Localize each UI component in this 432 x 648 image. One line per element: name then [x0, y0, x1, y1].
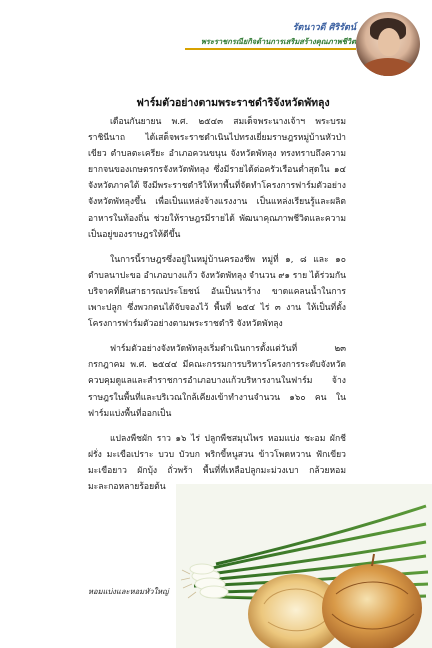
header-author: รัตนาวดี ศิริรัตน์ — [292, 23, 356, 33]
article-title: ฟาร์มตัวอย่างตามพระราชดำริจังหวัดพัทลุง — [136, 97, 330, 109]
article-body — [88, 114, 346, 504]
author-portrait — [356, 12, 420, 76]
paragraph: ฟาร์มตัวอย่างจังหวัดพัทลุงเริ่มดำเนินการตั้งแต่วันที่ ๒๓ กรกฎาคม พ.ศ. ๒๕๔๔ มีคณะกรรมการบริหารโครงการระดับจังหวัดควบคุมดูแลและสำราชการอำเภอบางแก้วบริหารงานในฟาร์ม จ้างราษฎรในพื้นที่และบริเวณใกล้เคียงเข้าทำงานจำนวน ๑๖๐ คน ในฟาร์มแบ่งพื้นที่ออกเป็น — [88, 344, 346, 419]
photo-caption: หอมแบ่งและหอมหัวใหญ่ — [88, 587, 169, 596]
paragraph: แปลงพืชผัก ราว ๑๖ ไร่ ปลูกพืชสมุนไพร หอมแบ่ง ชะอม ผักชีฝรั่ง มะเขือเปราะ บวบ บัวบก พริกขี้หนูสวน ข้าวโพดหวาน ฟักเขียว มะเขือยาว ผักบุ้ง ถั่วพร้า พื้นที่ที่เหลือปลูกมะม่วงเบา กล้วยหอม มะละกอหลายร้อยต้น — [88, 433, 346, 492]
header-column-title: พระราชกรณียกิจด้านการเสริมสร้างคุณภาพชีวิต — [200, 37, 356, 46]
onion-photo — [176, 484, 432, 648]
paragraph: ในการนี้ราษฎรซึ่งอยู่ในหมู่บ้านครองชีพ หมู่ที่ ๑, ๘ และ ๑๐ ตำบลนาปะขอ อำเภอบางแก้ว จังหวัดพัทลุง จำนวน ๙๑ ราย ได้ร่วมกันบริจาคที่ดินสาธารณประโยชน์ อันเป็นนาร้าง ขาดแคลนน้ำในการเพาะปลูก ซึ่งพวกตนได้จับจองไว้ พื้นที่ ๒๕๔ ไร่ ๓ งาน ให้เป็นที่ตั้งโครงการฟาร์มตัวอย่างตามพระราชดำริ จังหวัดพัทลุง — [88, 254, 346, 330]
paragraph: เดือนกันยายน พ.ศ. ๒๕๔๓ สมเด็จพระนางเจ้าฯ พระบรมราชินีนาถ ได้เสด็จพระราชดำเนินไปทรงเยี่ยมราษฎรหมู่บ้านหัวป่าเขียว ตำบลตะเครียะ อำเภอควนขนุน จังหวัดพัทลุง ทรงทราบถึงความยากจนของเกษตรกรจังหวัดพัทลุง ซึ่งมีรายได้ต่อครัวเรือนต่ำสุดใน ๑๔ จังหวัดภาคใต้ จึงมีพระราชดำริให้หาพื้นที่จัดทำโครงการฟาร์มตัวอย่างจังหวัดพัทลุงขึ้น เพื่อเป็นแหล่งจ้างแรงงาน เป็นแหล่งเรียนรู้และผลิตอาหารในท้องถิ่น ช่วยให้ราษฎรมีรายได้ พัฒนาคุณภาพชีวิตและความเป็นอยู่ของราษฎรให้ดีขึ้น — [88, 117, 346, 240]
header-rule — [185, 48, 356, 50]
